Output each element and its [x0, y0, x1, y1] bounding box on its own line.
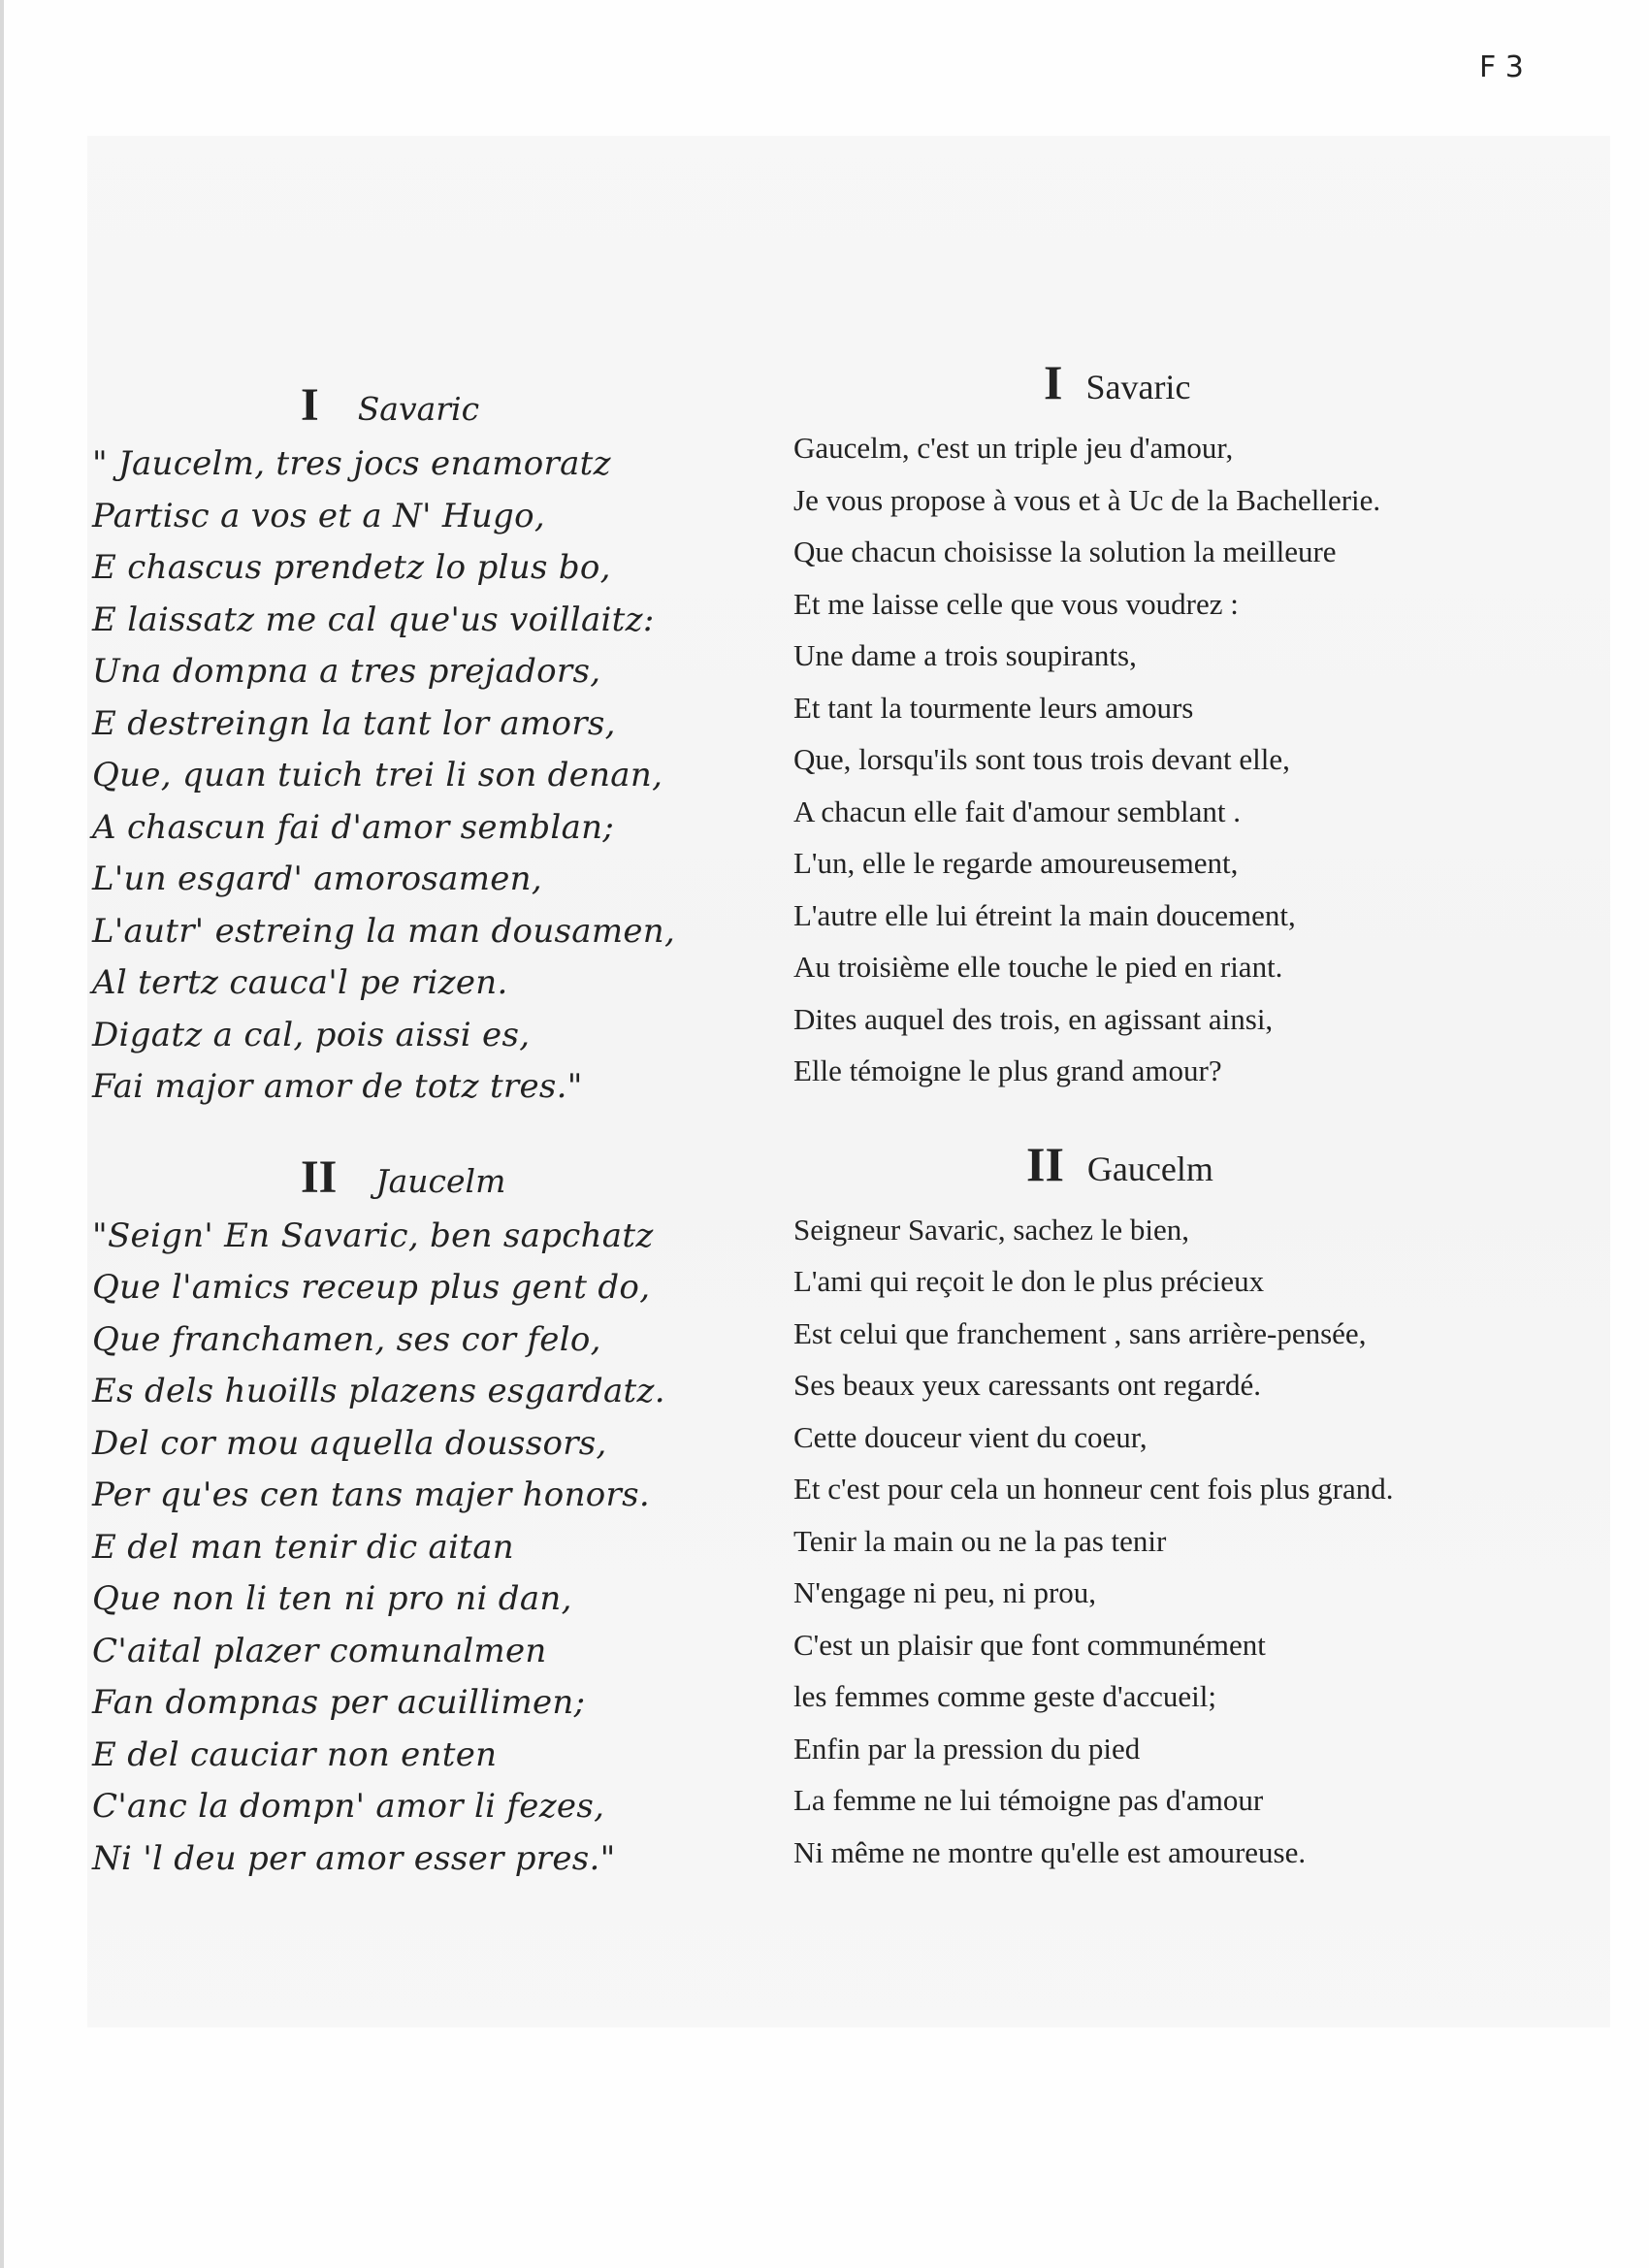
verse-line: C'anc la dompn' amor li fezes,: [92, 1787, 605, 1826]
verse-line: Et c'est pour cela un honneur cent fois plus grand.: [793, 1472, 1394, 1506]
verse-line: Que chacun choisisse la solution la meilleure: [793, 535, 1337, 568]
verse-line: Je vous propose à vous et à Uc de la Bachellerie.: [793, 482, 1381, 517]
scan-edge: [0, 0, 4, 2268]
speaker-name: Jaucelm: [375, 1161, 506, 1200]
verse-line: Cette douceur vient du coeur,: [793, 1419, 1148, 1454]
stanza-heading: [301, 1150, 694, 1211]
verse-line: L'autre elle lui étreint la main doucement,: [793, 897, 1296, 932]
verse-line: Una dompna a tres prejadors,: [92, 652, 601, 691]
occitan-column: [92, 378, 694, 1885]
stanza-heading: [1026, 1136, 1628, 1204]
verse-line: Digatz a cal, pois aissi es,: [92, 1015, 531, 1054]
verse-line: Enfin par la pression du pied: [793, 1731, 1141, 1766]
verse-line: Elle témoigne le plus grand amour?: [793, 1053, 1222, 1087]
verse-line: Ni même ne montre qu'elle est amoureuse.: [793, 1834, 1307, 1869]
verse-line: Que l'amics receup plus gent do,: [92, 1268, 651, 1307]
verse-line: Fan dompnas per acuillimen;: [92, 1683, 586, 1722]
verse-line: E laissatz me cal que'us voillaitz:: [92, 599, 655, 639]
speaker-name: Gaucelm: [1086, 1149, 1213, 1188]
verse-line: Au troisième elle touche le pied en riant.: [793, 950, 1283, 984]
stanza-lines: [793, 1204, 1628, 1879]
verse-line: Del cor mou aquella doussors,: [92, 1423, 607, 1463]
verse-line: Ni 'l deu per amor esser pres.": [92, 1838, 616, 1878]
stanza-lines: [92, 438, 694, 1114]
verse-line: E destreingn la tant lor amors,: [92, 703, 616, 743]
page-id: F 3: [1479, 50, 1524, 84]
verse-line: E chascus prendetz lo plus bo,: [92, 548, 611, 587]
stanza-numeral: I: [1044, 355, 1063, 409]
verse-line: Tenir la main ou ne la pas tenir: [793, 1523, 1167, 1558]
verse-line: les femmes comme geste d'accueil;: [793, 1679, 1216, 1713]
verse-line: Que franchamen, ses cor felo,: [92, 1319, 601, 1359]
verse-line: Que, quan tuich trei li son denan,: [92, 756, 663, 794]
stanza-numeral: II: [1026, 1136, 1064, 1191]
stanza-numeral: II: [301, 1150, 338, 1203]
verse-line: A chascun fai d'amor semblan;: [92, 807, 615, 847]
stanza-heading: [301, 378, 694, 438]
speaker-name: Savaric: [357, 390, 480, 428]
verse-line: Ses beaux yeux caressants ont regardé.: [793, 1368, 1262, 1402]
verse-line: La femme ne lui témoigne pas d'amour: [793, 1783, 1264, 1817]
verse-line: Est celui que franchement , sans arrière-pensée,: [793, 1315, 1367, 1350]
verse-line: C'aital plazer comunalmen: [92, 1631, 547, 1670]
verse-line: Seigneur Savaric, sachez le bien,: [793, 1212, 1189, 1247]
verse-line: " Jaucelm, tres jocs enamoratz: [92, 444, 611, 483]
verse-line: "Seign' En Savaric, ben sapchatz: [92, 1215, 654, 1255]
verse-line: E del cauciar non enten: [92, 1734, 498, 1774]
verse-line: Per qu'es cen tans majer honors.: [92, 1475, 650, 1514]
stanza-heading: [1044, 354, 1628, 422]
verse-line: Es dels huoills plazens esgardatz.: [92, 1372, 665, 1410]
verse-line: Et me laisse celle que vous voudrez :: [793, 586, 1239, 621]
verse-line: Et tant la tourmente leurs amours: [793, 690, 1194, 725]
verse-line: Une dame a trois soupirants,: [793, 638, 1137, 672]
verse-line: L'un esgard' amorosamen,: [92, 859, 542, 898]
speaker-name: Savaric: [1085, 368, 1191, 406]
verse-line: Al tertz cauca'l pe rizen.: [92, 963, 508, 1002]
verse-line: Que non li ten ni pro ni dan,: [92, 1579, 572, 1618]
verse-line: Fai major amor de totz tres.": [92, 1067, 583, 1106]
verse-line: Partisc a vos et a N' Hugo,: [92, 496, 545, 535]
verse-line: Dites auquel des trois, en agissant ainsi,: [793, 1001, 1274, 1036]
verse-line: A chacun elle fait d'amour semblant .: [793, 794, 1241, 828]
verse-line: Que, lorsqu'ils sont tous trois devant elle,: [793, 742, 1290, 776]
stanza-numeral: I: [301, 379, 319, 431]
stanza-lines: [92, 1211, 694, 1886]
verse-line: C'est un plaisir que font communément: [793, 1627, 1266, 1662]
verse-line: Gaucelm, c'est un triple jeu d'amour,: [793, 431, 1234, 465]
verse-line: E del man tenir dic aitan: [92, 1527, 514, 1567]
french-column: [793, 354, 1628, 1878]
verse-line: L'ami qui reçoit le don le plus précieux: [793, 1264, 1265, 1298]
verse-line: N'engage ni peu, ni prou,: [793, 1575, 1097, 1609]
verse-line: L'autr' estreing la man dousamen,: [92, 911, 676, 951]
stanza-lines: [793, 422, 1628, 1097]
verse-line: L'un, elle le regarde amoureusement,: [793, 846, 1239, 880]
